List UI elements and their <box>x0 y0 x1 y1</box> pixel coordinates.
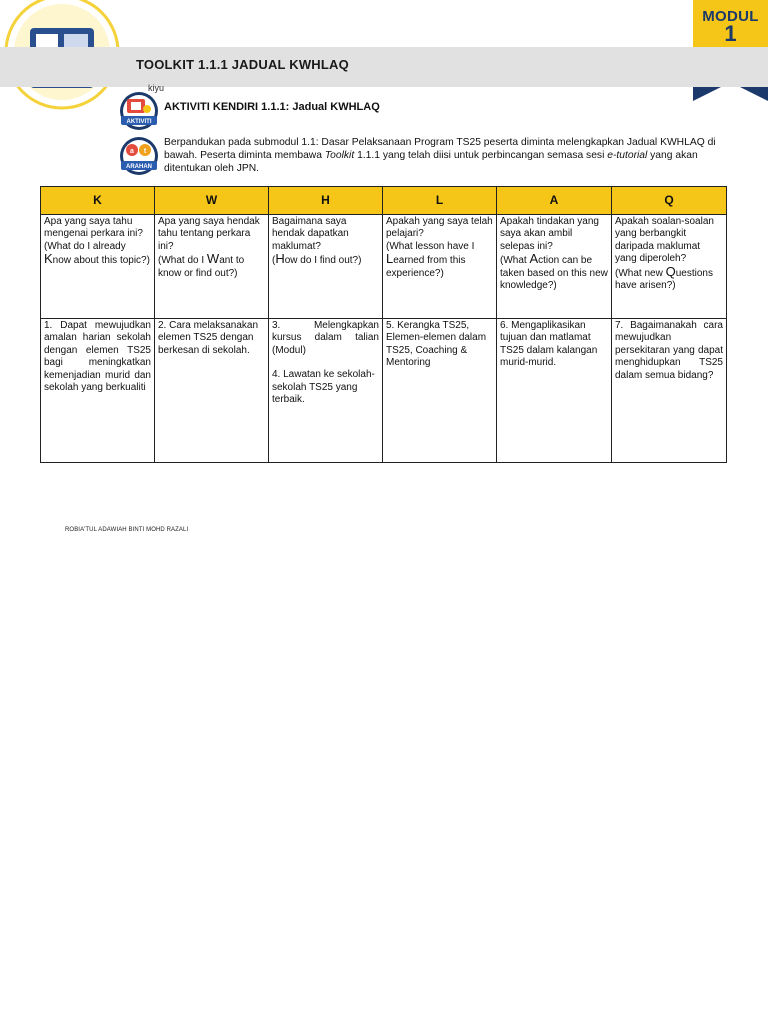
question-k-malay: Apa yang saya tahu mengenai perkara ini? <box>44 216 143 240</box>
header-q: Q <box>612 187 727 215</box>
table-header-row <box>41 187 727 215</box>
arahan-badge-icon <box>117 136 161 181</box>
question-w-en-rest: ant to know or find out?) <box>158 255 245 279</box>
svg-text:t: t <box>143 148 147 155</box>
modul-label: MODUL <box>702 8 759 25</box>
answer-h-item-2: 4. Lawatan ke sekolah-sekolah TS25 yang terbaik. <box>272 369 375 406</box>
cell-question-h <box>269 215 383 319</box>
question-l-en-rest: earned from this experience?) <box>386 255 466 279</box>
question-l-malay: Apakah yang saya telah pelajari? <box>386 216 493 240</box>
table-row-answers <box>41 319 727 463</box>
question-k-en-rest: now about this topic?) <box>52 255 150 267</box>
question-q-letter: Q <box>665 263 676 279</box>
activity-title-name: Jadual KWHLAQ <box>292 101 380 113</box>
header-a: A <box>497 187 612 215</box>
question-w-malay: Apa yang saya hendak tahu tentang perkara ini? <box>158 216 260 252</box>
cell-answer-q: 7. Bagaimanakah cara mewujudkan persekitaran yang dapat menghidupkan TS25 dalam semua bidang? <box>612 319 727 463</box>
aktiviti-badge-label: AKTIVITI <box>126 119 152 125</box>
svg-text:a: a <box>130 148 134 155</box>
instruction-text <box>164 136 724 175</box>
author-name: ROBIA'TUL ADAWIAH BINTI MOHD RAZALI <box>65 527 189 533</box>
question-w-en-open: (What do I <box>158 255 207 267</box>
cell-answer-l: 5. Kerangka TS25, Elemen-elemen dalam TS25, Coaching & Mentoring <box>383 319 497 463</box>
arahan-badge-label: ARAHAN <box>126 164 152 170</box>
header-w: W <box>155 187 269 215</box>
header-h: H <box>269 187 383 215</box>
question-k-letter: K <box>44 251 53 267</box>
question-a-letter: A <box>529 251 539 267</box>
instruction-part-2: 1.1.1 yang telah diisi untuk perbincangan semasa sesi <box>354 150 608 161</box>
cell-answer-w: 2. Cara melaksanakan elemen TS25 dengan berkesan di sekolah. <box>155 319 269 463</box>
question-h-malay: Bagaimana saya hendak dapatkan maklumat? <box>272 216 349 252</box>
question-a-en-rest: ction can be taken based on this new knowledge?) <box>500 255 608 292</box>
question-q-malay: Apakah soalan-soalan yang berbangkit daripada maklumat yang diperoleh? <box>615 216 714 265</box>
question-l-letter: L <box>386 251 394 267</box>
header-bar <box>0 47 768 87</box>
cell-question-k <box>41 215 155 319</box>
question-h-en-rest: ow do I find out?) <box>284 255 362 267</box>
cell-question-q <box>612 215 727 319</box>
modul-flag-decoration <box>693 87 768 101</box>
modul-badge <box>693 0 768 47</box>
kwhlaq-table <box>40 186 727 463</box>
cell-answer-h <box>269 319 383 463</box>
instruction-toolkit-word: Toolkit <box>324 150 355 161</box>
instruction-part-3: yang akan ditentukan oleh JPN. <box>164 150 698 174</box>
header-k: K <box>41 187 155 215</box>
header-overflow-text: kiyu <box>148 83 165 93</box>
page-title: TOOLKIT 1.1.1 JADUAL KWHLAQ <box>136 57 349 72</box>
activity-title <box>164 101 380 113</box>
question-w-letter: W <box>206 251 220 267</box>
question-h-en-open: ( <box>272 255 276 267</box>
question-a-en-open: (What <box>500 255 530 267</box>
activity-title-prefix: AKTIVITI KENDIRI 1.1.1: <box>164 101 293 113</box>
cell-answer-a: 6. Mengaplikasikan tujuan dan matlamat TS25 dalam kalangan murid-murid. <box>497 319 612 463</box>
aktiviti-badge-icon <box>117 91 161 136</box>
cell-answer-k: 1. Dapat mewujudkan amalan harian sekolah dengan elemen TS25 bagi meningkatkan kemenjadian murid dan sekolah yang berkualiti <box>41 319 155 463</box>
question-q-en-rest: uestions have arisen?) <box>615 267 713 292</box>
cell-question-l <box>383 215 497 319</box>
modul-number: 1 <box>724 21 737 46</box>
instruction-etutorial-word: e-tutorial <box>607 150 648 161</box>
question-q-en-open: (What new <box>615 267 666 279</box>
question-h-letter: H <box>275 251 285 267</box>
answer-h-item-1: 3. Melengkapkan kursus dalam talian (Modul) <box>272 320 379 356</box>
header-l: L <box>383 187 497 215</box>
cell-question-a <box>497 215 612 319</box>
cell-question-w <box>155 215 269 319</box>
question-k-en-open: (What do I already <box>44 240 126 252</box>
instruction-part-1: Berpandukan pada submodul 1.1: Dasar Pelaksanaan Program TS25 peserta diminta melengkapkan Jadual KWHLAQ di bawah. Peserta diminta membawa <box>164 137 716 161</box>
table-row-questions <box>41 215 727 319</box>
question-a-malay: Apakah tindakan yang saya akan ambil selepas ini? <box>500 216 599 252</box>
question-l-en-open: (What lesson have I <box>386 240 475 252</box>
